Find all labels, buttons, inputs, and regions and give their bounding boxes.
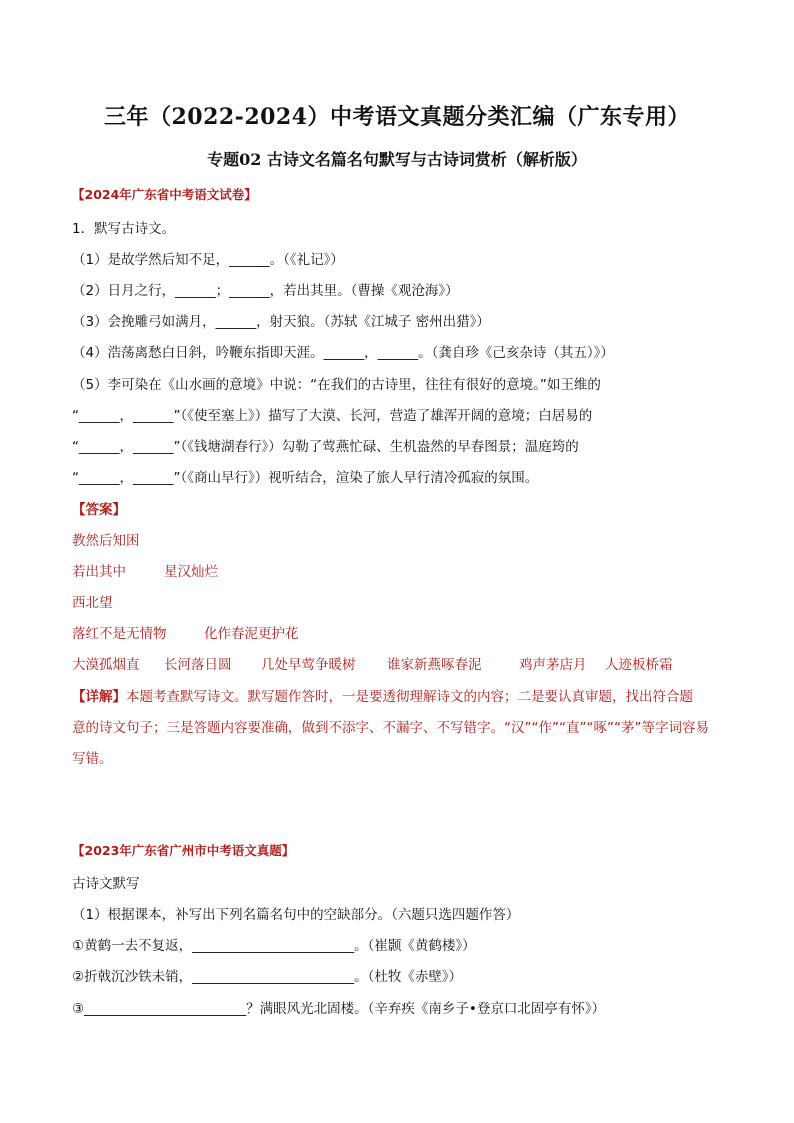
question-item-5-line1: （5）李可染在《山水画的意境》中说：“在我们的古诗里，往往有很好的意境。”如王维的 [72,377,601,393]
answer-2 [72,560,218,580]
detail-text-1: 本题考查默写诗文。默写题作答时，一是要透彻理解诗文的内容；二是要认真审题，找出符合题 [126,689,693,705]
answer-5-part1: 大漠孤烟直 [72,657,140,673]
section-heading-2024: 【2024年广东省中考语文试卷】 [72,187,257,202]
question-title-2023: 古诗文默写 [72,876,140,892]
page-title: 三年（2022-2024）中考语文真题分类汇编（广东专用） [103,104,691,130]
answer-1: 教然后知困 [72,533,140,549]
section-heading-2023: 【2023年广东省广州市中考语文真题】 [72,843,295,858]
question-item-5-line2: “______，______”（《使至塞上》）描写了大漠、长河，营造了雄浑开阔的意境；白居易的 [72,408,593,424]
detail-line2: 意的诗文句子；三是答题内容要准确，做到不添字、不漏字、不写错字。“汉”“作”“直”“啄”“茅”等字词容易 [72,720,709,736]
answer-4 [72,622,299,642]
answer-5-part5: 鸡声茅店月 [519,657,587,673]
answer-2-part2: 星汉灿烂 [164,564,218,580]
detail-line3: 写错。 [72,751,113,767]
answer-5 [72,653,673,673]
question-item-5-line4: “______，______”（《商山早行》）视听结合，渲染了旅人早行清冷孤寂的氛围。 [72,470,539,486]
answer-4-part1: 落红不是无情物 [72,626,167,642]
answer-5-part2: 长河落日圆 [164,657,232,673]
page-subtitle: 专题02 古诗文名篇名句默写与古诗词赏析（解析版） [207,150,587,169]
question-title: 1．默写古诗文。 [72,221,176,237]
detail-line1 [72,685,693,705]
question-item-3: （3）会挽雕弓如满月，______，射天狼。（苏轼《江城子 密州出猎》） [72,314,490,330]
answer-label: 【答案】 [72,502,126,518]
answer-2-part1: 若出其中 [72,564,126,580]
question-item-4: （4）浩荡离愁白日斜，吟鞭东指即天涯。______，______。（龚自珍《己亥杂诗（其五）》） [72,345,614,361]
question-item-2023-2: ②折戟沉沙铁未销，________________________。（杜牧《赤壁》） [72,969,463,985]
question-item-2023-1: ①黄鹤一去不复返，________________________。（崔颢《黄鹤楼》） [72,938,476,954]
answer-5-part3: 几处早莺争暖树 [261,657,356,673]
question-instruction-2023: （1）根据课本，补写出下列名篇名句中的空缺部分。（六题只选四题作答） [72,907,520,923]
question-item-2023-3: ③________________________？满眼风光北固楼。（辛弃疾《南乡子•登京口北固亭有怀》） [72,1001,606,1017]
answer-5-part6: 人迹板桥霜 [605,657,673,673]
answer-5-part4: 谁家新燕啄春泥 [387,657,482,673]
question-item-1: （1）是故学然后知不足，______。（《礼记》） [72,252,344,268]
detail-label: 【详解】 [72,689,126,705]
question-item-2: （2）日月之行，______；______，若出其里。（曹操《观沧海》） [72,283,459,299]
answer-4-part2: 化作春泥更护花 [204,626,299,642]
question-item-5-line3: “______，______”（《钱塘湖春行》）勾勒了莺燕忙碌、生机盎然的早春图景；温庭筠的 [72,439,579,455]
answer-3: 西北望 [72,595,113,611]
